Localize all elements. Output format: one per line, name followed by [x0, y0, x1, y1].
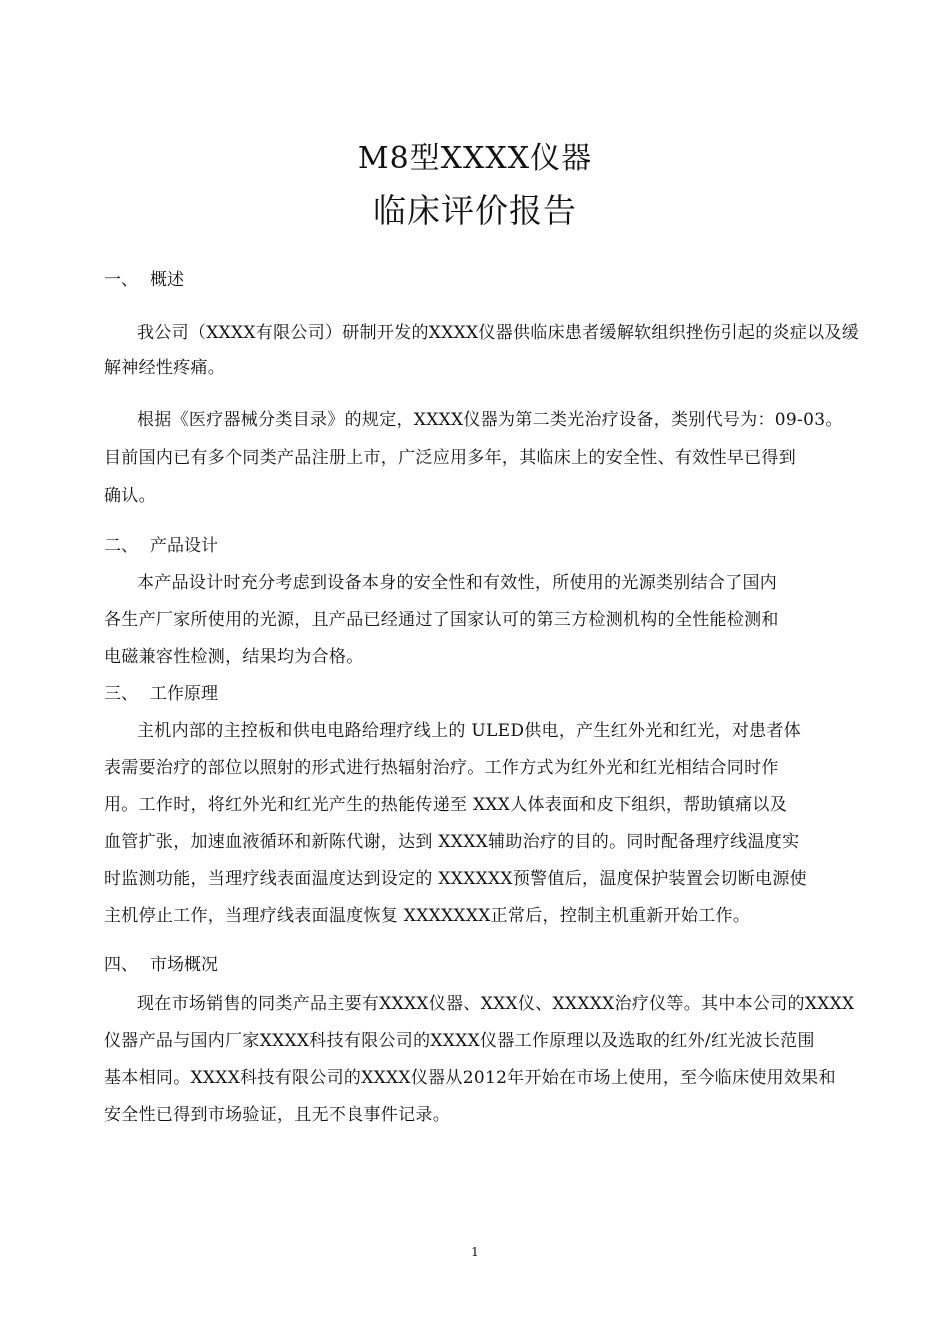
paragraph-line: 血管扩张，加速血液循环和新陈代谢，达到 XXXX辅助治疗的目的。同时配备理疗线温度实: [104, 832, 800, 852]
paragraph-line: 安全性已得到市场验证，且无不良事件记录。: [104, 1105, 450, 1125]
section-number: 二、: [104, 536, 138, 556]
paragraph-line: 现在市场销售的同类产品主要有XXXX仪器、XXX仪、XXXXX治疗仪等。其中本公司的XXXX: [137, 994, 855, 1014]
paragraph-line: 表需要治疗的部位以照射的形式进行热辐射治疗。工作方式为红外光和红光相结合同时作: [104, 758, 779, 778]
paragraph-line: 主机内部的主控板和供电电路给理疗线上的 ULED供电，产生红外光和红光，对患者体: [137, 721, 802, 741]
paragraph-line: 本产品设计时充分考虑到设备本身的安全性和有效性，所使用的光源类别结合了国内: [137, 573, 778, 593]
paragraph-line: 用。工作时，将红外光和红光产生的热能传递至 XXX人体表面和皮下组织，帮助镇痛以及: [104, 795, 788, 815]
paragraph-line: 根据《医疗器械分类目录》的规定，XXXX仪器为第二类光治疗设备，类别代号为：09-03。: [137, 410, 843, 430]
section-title: 工作原理: [150, 684, 218, 704]
paragraph-line: 各生产厂家所使用的光源，且产品已经通过了国家认可的第三方检测机构的全性能检测和: [104, 610, 779, 630]
paragraph-line: 仪器产品与国内厂家XXXX科技有限公司的XXXX仪器工作原理以及选取的红外/红光波长范围: [104, 1031, 815, 1051]
paragraph-line: 目前国内已有多个同类产品注册上市，广泛应用多年，其临床上的安全性、有效性早已得到: [104, 448, 796, 468]
document-title: M8型XXXX仪器: [357, 141, 593, 176]
paragraph-line: 解神经性疼痛。: [104, 358, 226, 378]
paragraph-line: 基本相同。XXXX科技有限公司的XXXX仪器从2012年开始在市场上使用，至今临床使用效果和: [104, 1068, 836, 1088]
paragraph-line: 电磁兼容性检测，结果均为合格。: [104, 647, 364, 667]
section-title: 市场概况: [150, 955, 218, 975]
paragraph-line: 时监测功能，当理疗线表面温度达到设定的 XXXXXX预警值后，温度保护装置会切断电源使: [104, 869, 807, 889]
document-subtitle: 临床评价报告: [373, 191, 577, 230]
section-heading-working-principle: [104, 679, 218, 704]
section-title: 概述: [150, 270, 184, 290]
section-number: 一、: [104, 270, 138, 290]
section-heading-product-design: [104, 531, 218, 556]
section-heading-market-overview: [104, 950, 218, 975]
section-number: 四、: [104, 955, 138, 975]
paragraph-line: 我公司（XXXX有限公司）研制开发的XXXX仪器供临床患者缓解软组织挫伤引起的炎症以及缓: [137, 323, 860, 343]
page-number: 1: [471, 1245, 479, 1259]
section-number: 三、: [104, 684, 138, 704]
paragraph-line: 主机停止工作，当理疗线表面温度恢复 XXXXXXX正常后，控制主机重新开始工作。: [104, 906, 751, 926]
section-heading-overview: [104, 265, 184, 290]
paragraph-line: 确认。: [104, 486, 156, 506]
section-title: 产品设计: [150, 536, 218, 556]
